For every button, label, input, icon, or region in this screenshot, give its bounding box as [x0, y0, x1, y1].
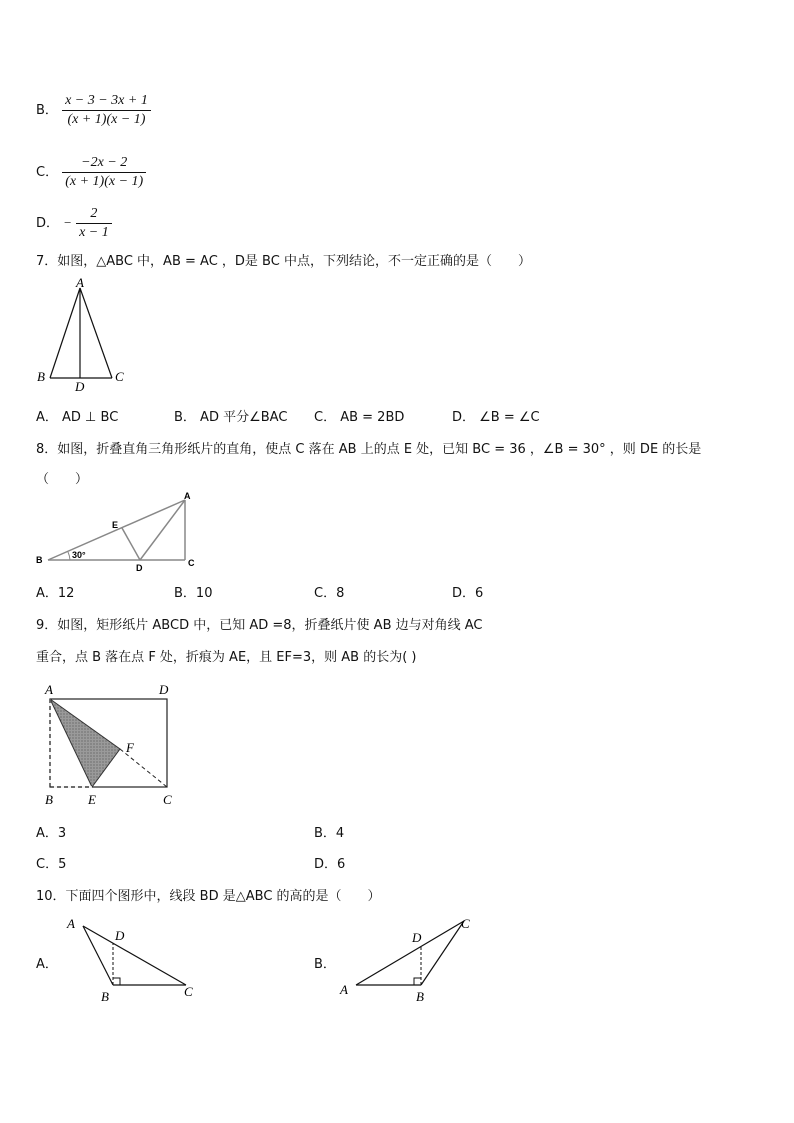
q10-option-b-label: B．: [314, 957, 336, 972]
q9-option-a: A．3: [36, 826, 67, 841]
numerator: 2: [76, 206, 112, 224]
label-f: F: [126, 740, 134, 755]
q9-figure: [36, 680, 186, 810]
q10-figure-a: [60, 912, 210, 1007]
label-a: A: [67, 916, 75, 931]
q7-option-b: B． AD 平分∠BAC: [174, 410, 288, 425]
label-b: B: [37, 369, 45, 384]
label-a: A: [45, 682, 53, 697]
q8-stem: 8．如图，折叠直角三角形纸片的直角，使点 C 落在 AB 上的点 E 处，已知 BC = 36 ，∠B = 30° ，则 DE 的长是: [36, 442, 702, 457]
q9-stem-line1: 9．如图，矩形纸片 ABCD 中，已知 AD =8，折叠纸片使 AB 边与对角线 AC: [36, 618, 483, 633]
q9-option-d: D．6: [314, 857, 346, 872]
label-e: E: [88, 792, 96, 807]
label-c: C: [461, 916, 470, 931]
q7-stem: 7．如图，△ABC 中，AB = AC ，D是 BC 中点，下列结论，不一定正确的是（ ）: [36, 254, 531, 269]
q6-option-d: [36, 206, 112, 241]
option-label: B．: [36, 103, 58, 118]
q10-option-a-label: A．: [36, 957, 58, 972]
q9-option-b: B．4: [314, 826, 345, 841]
q7-option-d: D． ∠B = ∠C: [452, 410, 540, 425]
label-a: A: [76, 275, 84, 290]
label-b: B: [45, 792, 53, 807]
label-d: D: [75, 379, 85, 394]
label-a: A: [340, 982, 348, 997]
q7-option-a: A． AD ⊥ BC: [36, 410, 119, 425]
label-d: D: [136, 563, 143, 573]
label-b: B: [416, 989, 424, 1004]
label-a: A: [184, 491, 191, 501]
q9-stem-line2: 重合，点 B 落在点 F 处，折痕为 AE，且 EF=3，则 AB 的长为( ): [36, 650, 417, 665]
q6-option-b: [36, 93, 151, 128]
label-b: B: [36, 555, 43, 565]
numerator: x − 3 − 3x + 1: [62, 93, 151, 111]
denominator: (x + 1)(x − 1): [65, 174, 144, 189]
q7-figure: [30, 275, 140, 395]
q9-option-c: C．5: [36, 857, 67, 872]
q6-option-c: [36, 155, 146, 190]
label-b: B: [101, 989, 109, 1004]
denominator: (x + 1)(x − 1): [67, 112, 146, 127]
label-d: D: [159, 682, 169, 697]
q7-option-c: C． AB = 2BD: [314, 410, 405, 425]
q8-figure: [30, 488, 205, 576]
label-d: D: [412, 930, 422, 945]
angle-label: 30°: [72, 550, 86, 560]
q8-paren: （ ）: [36, 472, 89, 487]
q10-figure-b: [336, 912, 486, 1007]
label-c: C: [115, 369, 124, 384]
fraction: [76, 206, 112, 241]
label-c: C: [188, 558, 195, 568]
q10-stem: 10．下面四个图形中，线段 BD 是△ABC 的高的是（ ）: [36, 889, 381, 904]
label-d: D: [115, 928, 125, 943]
minus-sign: −: [63, 215, 72, 230]
q8-option-b: B．10: [174, 586, 213, 601]
denominator: x − 1: [79, 225, 109, 240]
q8-option-c: C．8: [314, 586, 345, 601]
label-c: C: [163, 792, 172, 807]
label-e: E: [112, 520, 119, 530]
fraction: [62, 155, 146, 190]
label-c: C: [184, 984, 193, 999]
q8-option-d: D．6: [452, 586, 484, 601]
fraction: [62, 93, 151, 128]
numerator: −2x − 2: [62, 155, 146, 173]
option-label: C．: [36, 165, 59, 180]
q8-option-a: A．12: [36, 586, 75, 601]
option-label: D．: [36, 216, 60, 231]
